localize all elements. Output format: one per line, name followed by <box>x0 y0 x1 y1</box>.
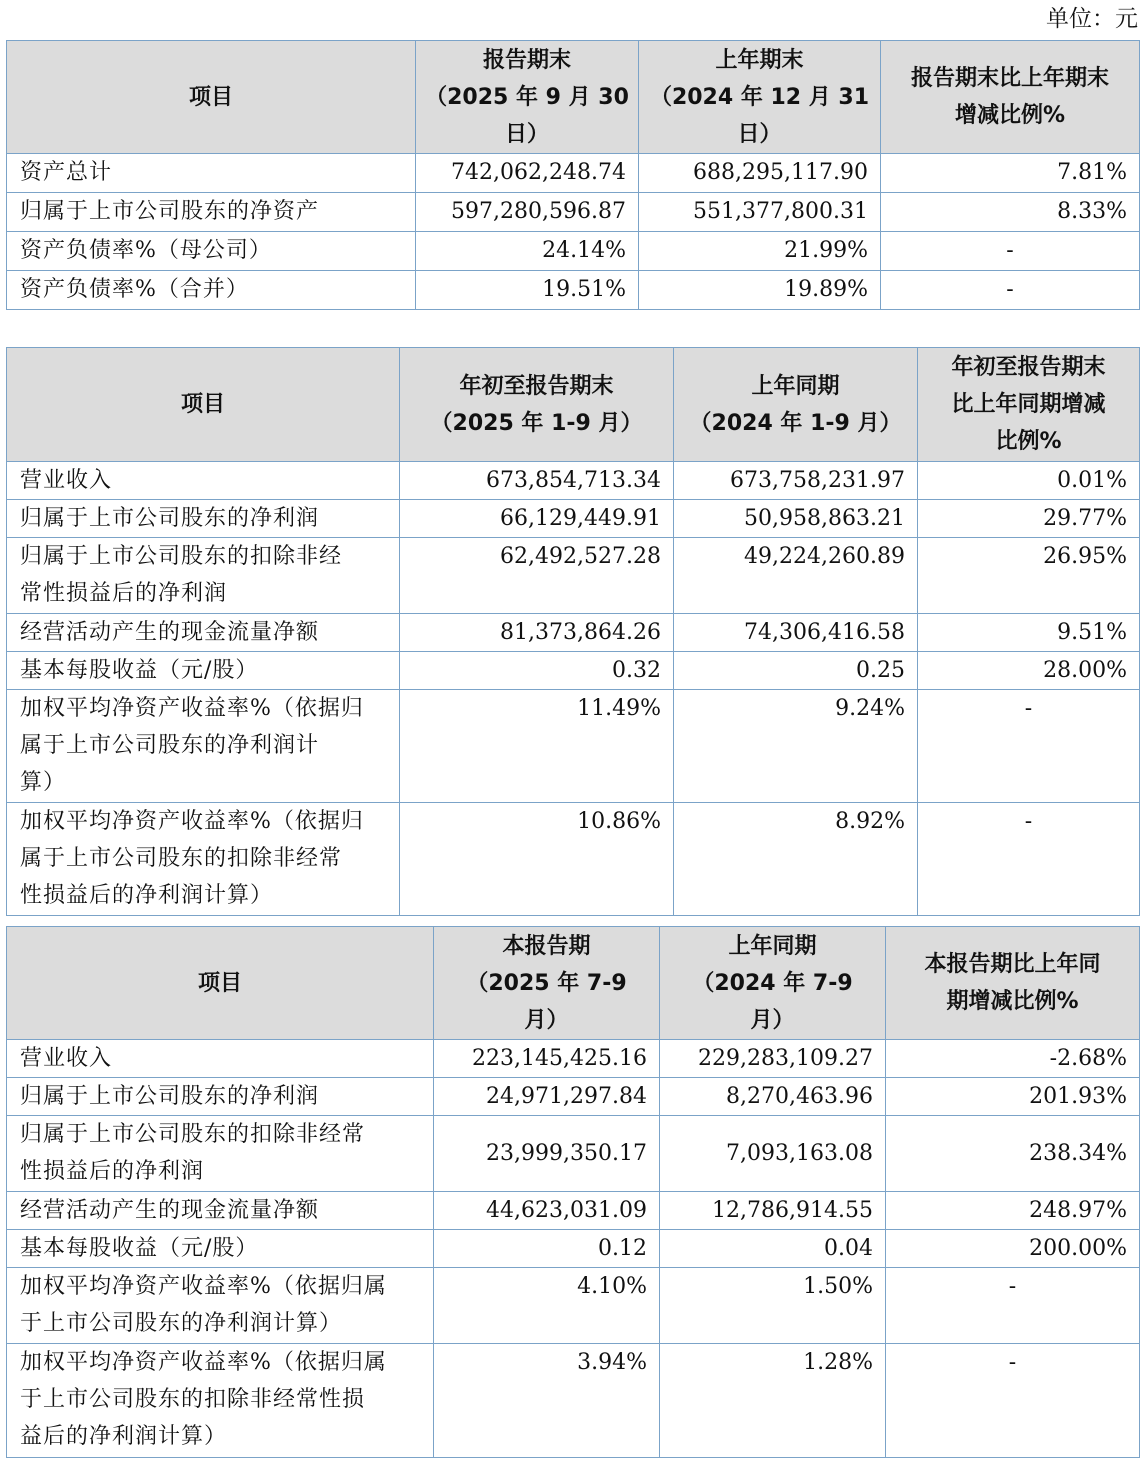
row-change: 26.95% <box>918 538 1140 614</box>
row-item: 经营活动产生的现金流量净额 <box>7 614 400 652</box>
table-row <box>7 1116 1140 1192</box>
table-row <box>7 232 1140 271</box>
row-item: 归属于上市公司股东的扣除非经 常性损益后的净利润 <box>7 538 400 614</box>
header-current-quarter: 本报告期 （2025 年 7-9 月） <box>434 927 660 1040</box>
row-change: 29.77% <box>918 500 1140 538</box>
quarter-table <box>6 926 1140 1458</box>
row-change: 201.93% <box>886 1078 1140 1116</box>
table-header-row <box>7 348 1140 462</box>
header-change-pct: 报告期末比上年期末 增减比例% <box>881 41 1140 154</box>
row-item: 加权平均净资产收益率%（依据归 属于上市公司股东的净利润计 算） <box>7 690 400 803</box>
row-prior: 49,224,260.89 <box>674 538 918 614</box>
row-current: 66,129,449.91 <box>400 500 674 538</box>
row-change: 238.34% <box>886 1116 1140 1192</box>
table-row <box>7 1230 1140 1268</box>
header-period-end: 报告期末 （2025 年 9 月 30 日） <box>416 41 639 154</box>
table-row <box>7 1040 1140 1078</box>
header-item: 项目 <box>7 348 400 462</box>
table-row <box>7 614 1140 652</box>
ytd-table <box>6 347 1140 916</box>
row-current: 742,062,248.74 <box>416 154 639 193</box>
row-current: 11.49% <box>400 690 674 803</box>
row-prior: 19.89% <box>639 271 881 310</box>
row-current: 23,999,350.17 <box>434 1116 660 1192</box>
header-item: 项目 <box>7 927 434 1040</box>
row-item: 基本每股收益（元/股） <box>7 652 400 690</box>
row-item: 营业收入 <box>7 462 400 500</box>
row-change: - <box>881 271 1140 310</box>
table-row <box>7 690 1140 803</box>
row-current: 3.94% <box>434 1344 660 1458</box>
row-current: 81,373,864.26 <box>400 614 674 652</box>
row-item: 归属于上市公司股东的净利润 <box>7 1078 434 1116</box>
row-item: 归属于上市公司股东的净利润 <box>7 500 400 538</box>
table-row <box>7 1268 1140 1344</box>
table-row <box>7 154 1140 193</box>
row-item: 归属于上市公司股东的净资产 <box>7 193 416 232</box>
table-header-row <box>7 41 1140 154</box>
header-item: 项目 <box>7 41 416 154</box>
row-change: - <box>886 1268 1140 1344</box>
row-prior: 1.28% <box>660 1344 886 1458</box>
header-change-pct: 年初至报告期末 比上年同期增减 比例% <box>918 348 1140 462</box>
row-change: 9.51% <box>918 614 1140 652</box>
row-prior: 1.50% <box>660 1268 886 1344</box>
row-current: 673,854,713.34 <box>400 462 674 500</box>
row-item: 资产负债率%（母公司） <box>7 232 416 271</box>
row-current: 24,971,297.84 <box>434 1078 660 1116</box>
table-row <box>7 803 1140 916</box>
header-prior-year-end: 上年期末 （2024 年 12 月 31 日） <box>639 41 881 154</box>
row-current: 44,623,031.09 <box>434 1192 660 1230</box>
row-prior: 74,306,416.58 <box>674 614 918 652</box>
header-prior-period: 上年同期 （2024 年 1-9 月） <box>674 348 918 462</box>
table-header-row <box>7 927 1140 1040</box>
row-change: 7.81% <box>881 154 1140 193</box>
table-row <box>7 652 1140 690</box>
row-prior: 12,786,914.55 <box>660 1192 886 1230</box>
row-prior: 229,283,109.27 <box>660 1040 886 1078</box>
header-change-pct: 本报告期比上年同 期增减比例% <box>886 927 1140 1040</box>
row-item: 基本每股收益（元/股） <box>7 1230 434 1268</box>
row-current: 0.12 <box>434 1230 660 1268</box>
row-prior: 50,958,863.21 <box>674 500 918 538</box>
row-item: 资产负债率%（合并） <box>7 271 416 310</box>
row-change: - <box>886 1344 1140 1458</box>
row-prior: 688,295,117.90 <box>639 154 881 193</box>
row-change: - <box>881 232 1140 271</box>
table-row <box>7 500 1140 538</box>
table-row <box>7 1344 1140 1458</box>
table-row <box>7 1192 1140 1230</box>
balance-table <box>6 40 1140 310</box>
row-prior: 9.24% <box>674 690 918 803</box>
row-current: 62,492,527.28 <box>400 538 674 614</box>
header-prior-quarter: 上年同期 （2024 年 7-9 月） <box>660 927 886 1040</box>
row-change: 248.97% <box>886 1192 1140 1230</box>
row-item: 资产总计 <box>7 154 416 193</box>
row-current: 19.51% <box>416 271 639 310</box>
row-item: 归属于上市公司股东的扣除非经常 性损益后的净利润 <box>7 1116 434 1192</box>
row-change: 200.00% <box>886 1230 1140 1268</box>
row-current: 223,145,425.16 <box>434 1040 660 1078</box>
row-change: 8.33% <box>881 193 1140 232</box>
row-item: 加权平均净资产收益率%（依据归属 于上市公司股东的净利润计算） <box>7 1268 434 1344</box>
row-prior: 673,758,231.97 <box>674 462 918 500</box>
table-row <box>7 538 1140 614</box>
row-current: 0.32 <box>400 652 674 690</box>
row-change: 28.00% <box>918 652 1140 690</box>
row-prior: 551,377,800.31 <box>639 193 881 232</box>
row-change: - <box>918 803 1140 916</box>
row-item: 经营活动产生的现金流量净额 <box>7 1192 434 1230</box>
row-change: - <box>918 690 1140 803</box>
row-prior: 8,270,463.96 <box>660 1078 886 1116</box>
row-change: 0.01% <box>918 462 1140 500</box>
row-prior: 0.25 <box>674 652 918 690</box>
header-ytd: 年初至报告期末 （2025 年 1-9 月） <box>400 348 674 462</box>
table-row <box>7 193 1140 232</box>
row-current: 10.86% <box>400 803 674 916</box>
row-prior: 21.99% <box>639 232 881 271</box>
row-item: 营业收入 <box>7 1040 434 1078</box>
table-row <box>7 271 1140 310</box>
row-current: 24.14% <box>416 232 639 271</box>
row-item: 加权平均净资产收益率%（依据归 属于上市公司股东的扣除非经常 性损益后的净利润计算） <box>7 803 400 916</box>
row-change: -2.68% <box>886 1040 1140 1078</box>
row-prior: 7,093,163.08 <box>660 1116 886 1192</box>
row-item: 加权平均净资产收益率%（依据归属 于上市公司股东的扣除非经常性损 益后的净利润计算） <box>7 1344 434 1458</box>
row-prior: 0.04 <box>660 1230 886 1268</box>
table-row <box>7 462 1140 500</box>
row-current: 597,280,596.87 <box>416 193 639 232</box>
unit-label: 单位：元 <box>1046 6 1138 32</box>
row-prior: 8.92% <box>674 803 918 916</box>
row-current: 4.10% <box>434 1268 660 1344</box>
table-row <box>7 1078 1140 1116</box>
